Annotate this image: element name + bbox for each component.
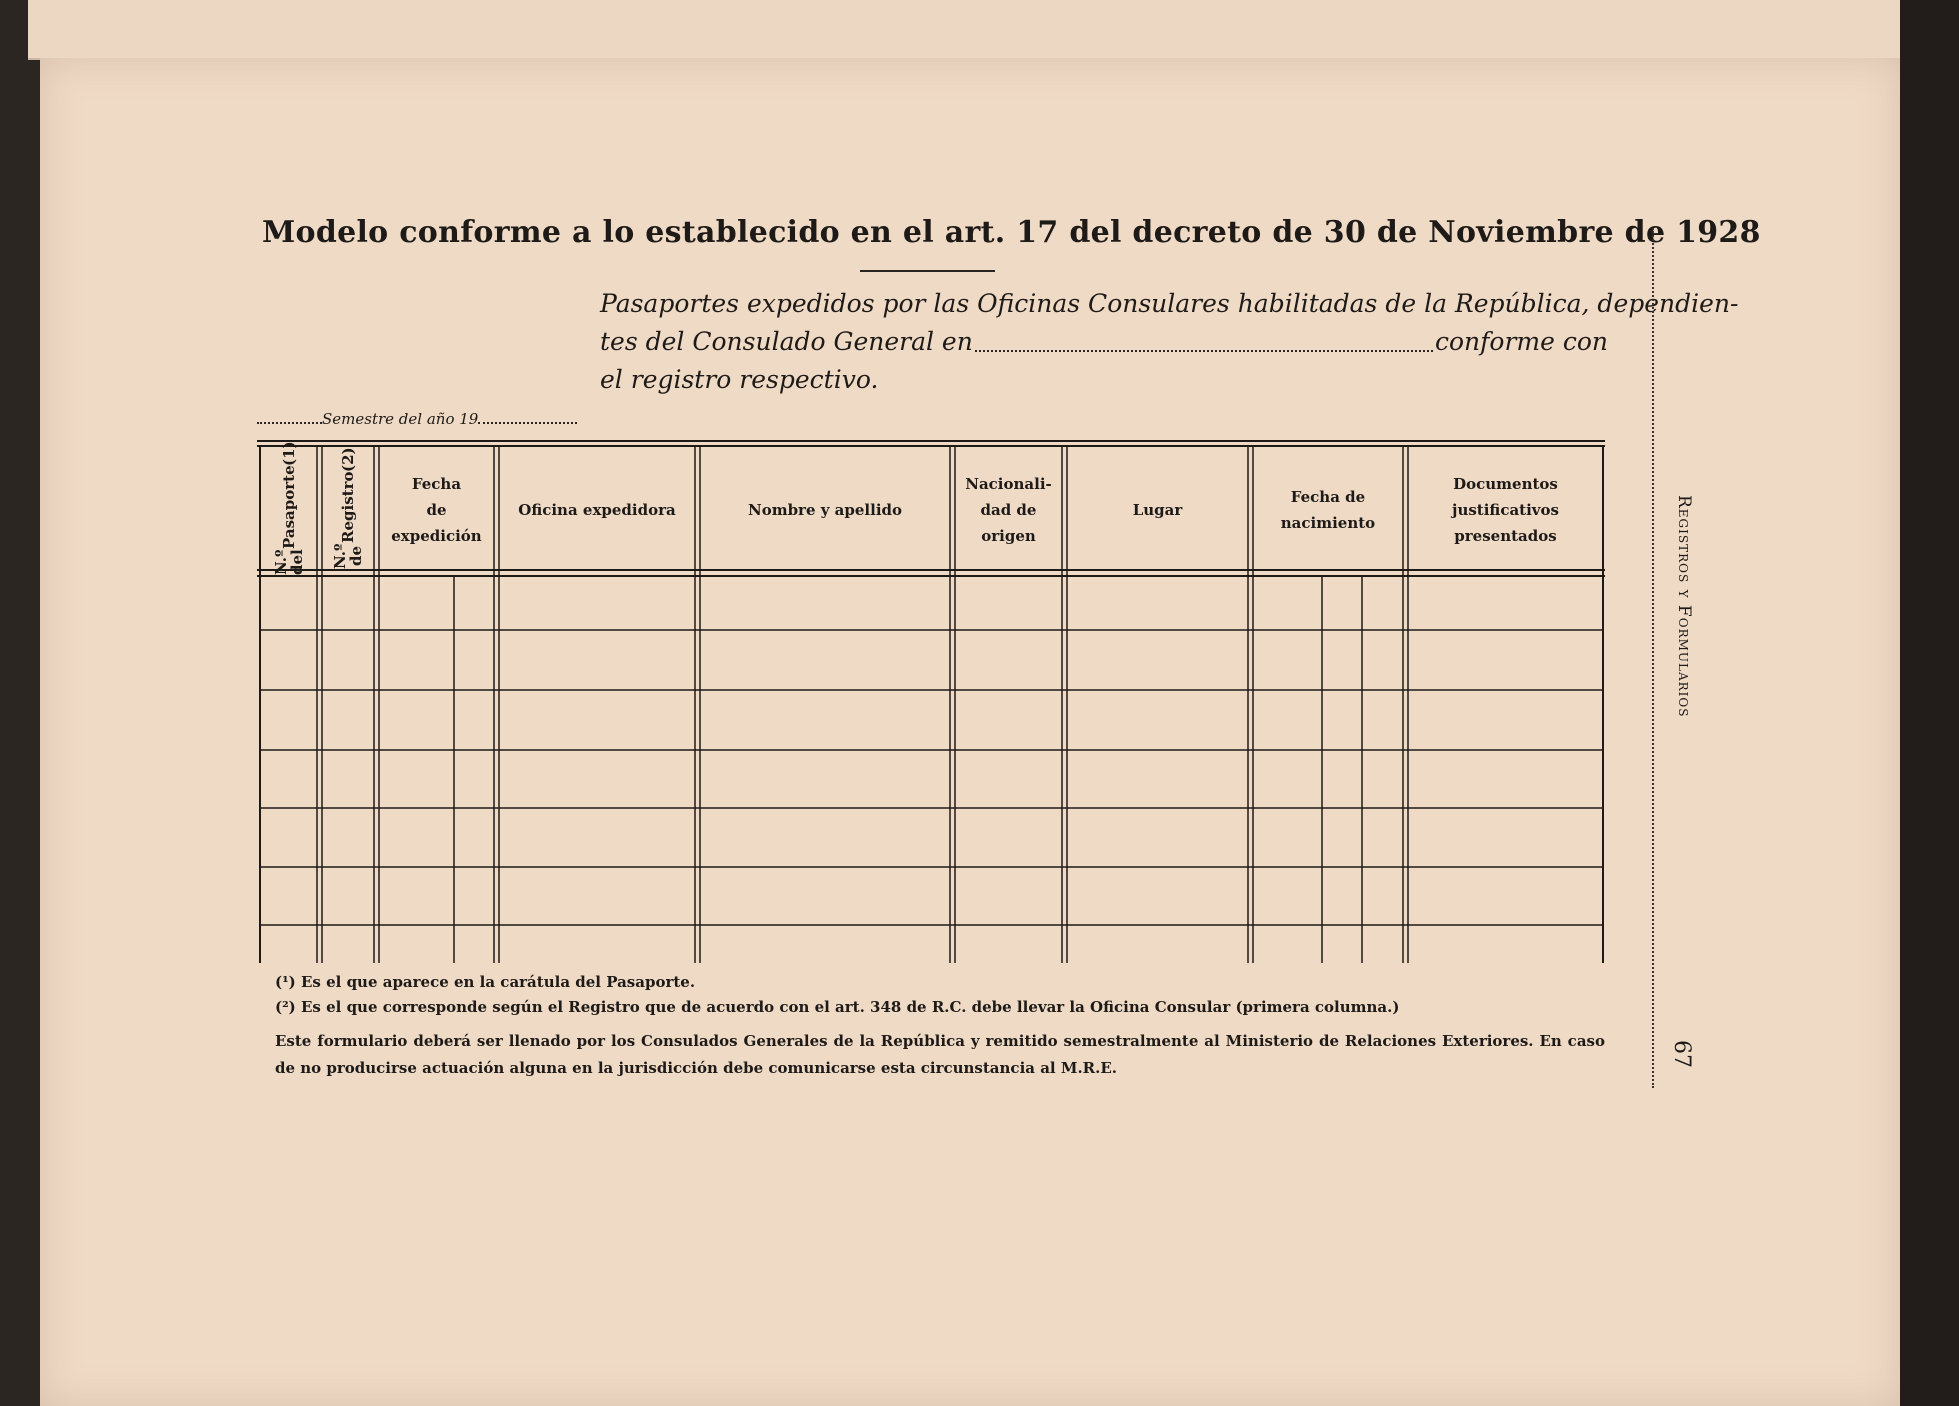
header-nationality-line3: origen (981, 527, 1036, 545)
header-documents-line3: presentados (1454, 527, 1557, 545)
subtitle-line-1: Pasaportes expedidos por las Oficinas Consulares habilitadas de la República, dependien- (600, 289, 1739, 318)
header-nationality-line2: dad de (980, 501, 1037, 519)
instructions-paragraph: Este formulario deberá ser llenado por los Consulados Generales de la República y remitido semestralmente al Ministerio de Relaciones Exteriores. En caso de no producirse actuación alguna en la jurisdicción debe comunicarse esta circunstancia al M.R.E. (275, 1032, 1605, 1077)
header-passport-line2: Pasaporte (280, 465, 298, 550)
header-issuing-office: Oficina expedidora (518, 501, 676, 519)
form-title: Modelo conforme a lo establecido en el art. 17 del decreto de 30 de Noviembre de 1928 (262, 215, 1761, 250)
header-issue-date-line2: de (426, 501, 447, 519)
header-passport-line1: N.º del (272, 549, 306, 575)
footnote-1-mark: (¹) (275, 973, 296, 991)
running-section-title: Registros y Formularios (1674, 495, 1694, 718)
footnote-2 (275, 995, 1605, 1020)
header-issue-date-line1: Fecha (411, 475, 462, 493)
header-issue-date-line3: expedición (391, 527, 482, 545)
header-documents (1409, 460, 1602, 560)
subtitle-line-2-start: tes del Consulado General en (600, 327, 973, 356)
semestre-label: Semestre del año 19 (322, 410, 479, 428)
footnote-1 (275, 970, 1605, 995)
footnote-1-text: Es el que aparece en la carátula del Pasaporte. (301, 973, 696, 991)
footnotes (275, 970, 1605, 1082)
header-documents-line2: justificativos (1452, 501, 1559, 519)
header-passport-number (262, 440, 316, 575)
header-nationality (956, 460, 1061, 560)
header-birth-date-line1: Fecha de (1290, 488, 1366, 506)
header-registry-line2: Registro (339, 471, 357, 544)
page-number: 67 (1669, 1040, 1694, 1068)
footnote-2-mark: (²) (275, 998, 296, 1016)
header-full-name: Nombre y apellido (747, 501, 903, 519)
header-birth-date (1254, 460, 1402, 560)
header-place: Lugar (1132, 501, 1183, 519)
header-nationality-line1: Nacionali- (965, 475, 1052, 493)
header-registry-line3: (2) (339, 447, 357, 472)
header-registry-number (323, 448, 373, 568)
header-registry-line1: N.º de (331, 543, 365, 569)
header-issue-date (380, 460, 493, 560)
subtitle-line-2-end: conforme con (1434, 327, 1608, 356)
header-birth-date-line2: nacimiento (1280, 514, 1376, 532)
footnote-2-text: Es el que corresponde según el Registro que de acuerdo con el art. 348 de R.C. debe llevar la Oficina Consular (primera columna.) (301, 998, 1400, 1016)
margin-dotted-rule (1652, 228, 1654, 1088)
header-passport-line3: (1) (280, 440, 298, 466)
header-documents-line1: Documentos (1453, 475, 1558, 493)
subtitle-line-3: el registro respectivo. (600, 365, 879, 394)
